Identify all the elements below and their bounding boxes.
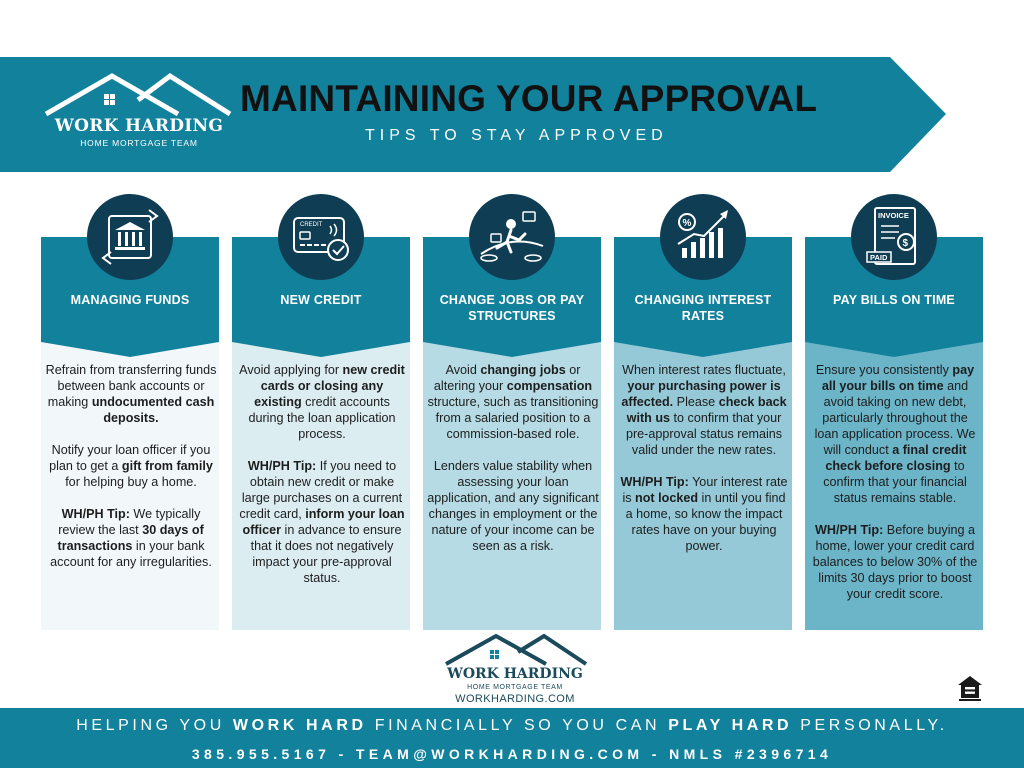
tip-text: When interest rates fluctuate,	[622, 363, 786, 377]
page-subtitle: TIPS TO STAY APPROVED	[365, 127, 668, 144]
tip-bold-text: your purchasing power is affected.	[621, 379, 781, 409]
tip-text: for helping buy a home.	[65, 475, 197, 489]
tip-text: Avoid applying for	[239, 363, 343, 377]
tip-text: credit accounts during the loan application process.	[248, 395, 396, 441]
tip-column-text	[618, 362, 790, 570]
tip-bold-text: check back with us	[626, 395, 787, 425]
tip-bold-text: gift from family	[121, 459, 213, 473]
house-roof-icon	[440, 632, 590, 668]
tip-bold-text: inform your loan officer	[242, 507, 405, 537]
logo-tagline: HOME MORTGAGE TEAM	[80, 138, 198, 148]
tip-column-managing-funds	[41, 237, 219, 630]
tip-bold-text: undocumented cash deposits.	[91, 395, 215, 425]
logo-wordmark: WORK HARDING	[54, 116, 224, 136]
footer-bar	[0, 708, 1024, 768]
interest-rate-chart-icon	[660, 194, 746, 280]
tip-paragraph	[809, 522, 981, 602]
tip-text: in until you find a home, so know the impact rates have on your buying power.	[625, 491, 786, 553]
tip-paragraph	[45, 506, 217, 570]
tip-text: or altering your	[433, 363, 581, 393]
tip-text: Ensure you consistently	[815, 363, 953, 377]
tip-text: and avoid taking on new debt, particularly throughout the loan application process. We will conduct	[814, 379, 976, 457]
footer-logo-tagline: HOME MORTGAGE TEAM	[467, 684, 563, 691]
website-url[interactable]: WORKHARDING.COM	[455, 693, 575, 705]
tip-text: Please	[673, 395, 719, 409]
bank-transfer-icon	[87, 194, 173, 280]
tip-paragraph	[45, 442, 217, 490]
tip-paragraph	[45, 362, 217, 426]
tip-column-text	[809, 362, 981, 618]
tip-column-title: PAY BILLS ON TIME	[833, 293, 955, 307]
tip-text: Avoid	[445, 363, 481, 377]
tip-paragraph	[618, 362, 790, 458]
tip-text: Refrain from transferring funds between bank accounts or making	[45, 363, 217, 409]
tip-bold-text: changing jobs	[480, 363, 566, 377]
footer-logo-wordmark: WORK HARDING	[447, 666, 583, 682]
tip-bold-text: pay all your bills on time	[821, 363, 975, 393]
house-roof-icon	[40, 72, 235, 122]
tip-bold-text: WH/PH Tip:	[814, 523, 884, 537]
tip-bold-text: 30 days of transactions	[57, 523, 204, 553]
tip-bold-text: WH/PH Tip:	[620, 475, 689, 489]
tip-column-new-credit	[232, 237, 410, 630]
tip-paragraph	[236, 362, 408, 442]
tip-text: If you need to obtain new credit or make large purchases on a current credit card,	[239, 459, 403, 521]
tip-bold-text: WH/PH Tip:	[61, 507, 130, 521]
footer-slogan-text: FINANCIALLY SO YOU CAN	[366, 717, 669, 734]
tip-column-change-jobs-or-pay-structures	[423, 237, 601, 630]
tip-bold-text: not locked	[635, 491, 699, 505]
invoice-label: INVOICE	[878, 211, 909, 220]
tip-column-title: CHANGE JOBS OR PAY STRUCTURES	[439, 293, 585, 323]
paid-label: PAID	[870, 253, 888, 262]
tip-bold-text: new credit cards or closing any existing	[254, 363, 405, 409]
tip-text: in your bank account for any irregularities.	[50, 539, 212, 569]
footer-contact: 385.955.5167 - TEAM@WORKHARDING.COM - NMLS #2396714	[191, 746, 833, 762]
tip-paragraph	[618, 474, 790, 554]
work-harding-logo	[40, 72, 235, 152]
tip-text: structure, such as transitioning from a salaried position to a commission-based role.	[427, 395, 599, 441]
tip-column-title: NEW CREDIT	[280, 293, 362, 307]
tip-column-title: MANAGING FUNDS	[70, 293, 190, 307]
tip-column-changing-interest-rates	[614, 237, 792, 630]
credit-label: CREDIT	[300, 222, 323, 228]
tip-text: Your interest rate is	[622, 475, 788, 505]
footer-slogan-bold-text: PLAY HARD	[668, 717, 793, 734]
footer-slogan-text: PERSONALLY.	[792, 717, 948, 734]
footer-slogan-bold-text: WORK HARD	[232, 717, 367, 734]
invoice-paid-icon	[851, 194, 937, 280]
tip-column-text	[236, 362, 408, 602]
footer-slogan	[0, 717, 1024, 735]
tip-text: to confirm that your financial status remains stable.	[823, 459, 967, 505]
tip-text: to confirm that your pre-approval status remains valid under the new rates.	[625, 411, 783, 457]
tip-column-text	[45, 362, 217, 586]
tip-text: We typically review the last	[58, 507, 201, 537]
tip-paragraph	[809, 362, 981, 506]
tip-text: Notify your loan officer if you plan to get a	[49, 443, 211, 473]
footer-logo	[440, 632, 590, 708]
tip-paragraph	[427, 362, 599, 442]
tip-paragraph	[427, 458, 599, 554]
tip-bold-text: a final credit check before closing	[825, 443, 967, 473]
tip-text: Lenders value stability when assessing your loan application, and any significant changes in employment or the nature of your income can be seen as a risk.	[427, 459, 599, 553]
footer-slogan-text: HELPING YOU	[76, 717, 233, 734]
credit-card-icon	[278, 194, 364, 280]
equal-housing-opportunity-icon	[956, 674, 984, 702]
page-title: MAINTAINING YOUR APPROVAL	[240, 78, 818, 119]
job-change-icon	[469, 194, 555, 280]
tip-bold-text: compensation	[506, 379, 593, 393]
tip-text: in advance to ensure that it does not negatively impact your pre-approval status.	[250, 523, 402, 585]
svg-text:$: $	[902, 238, 909, 249]
tip-text: Before buying a home, lower your credit card balances to below 30% of the limits 30 days prior to boost your credit score.	[812, 523, 978, 601]
tip-bold-text: WH/PH Tip:	[247, 459, 317, 473]
tip-column-title: CHANGING INTEREST RATES	[634, 293, 772, 323]
tip-column-text	[427, 362, 599, 570]
tip-paragraph	[236, 458, 408, 586]
svg-text:%: %	[682, 218, 692, 229]
tip-column-pay-bills-on-time	[805, 237, 983, 630]
